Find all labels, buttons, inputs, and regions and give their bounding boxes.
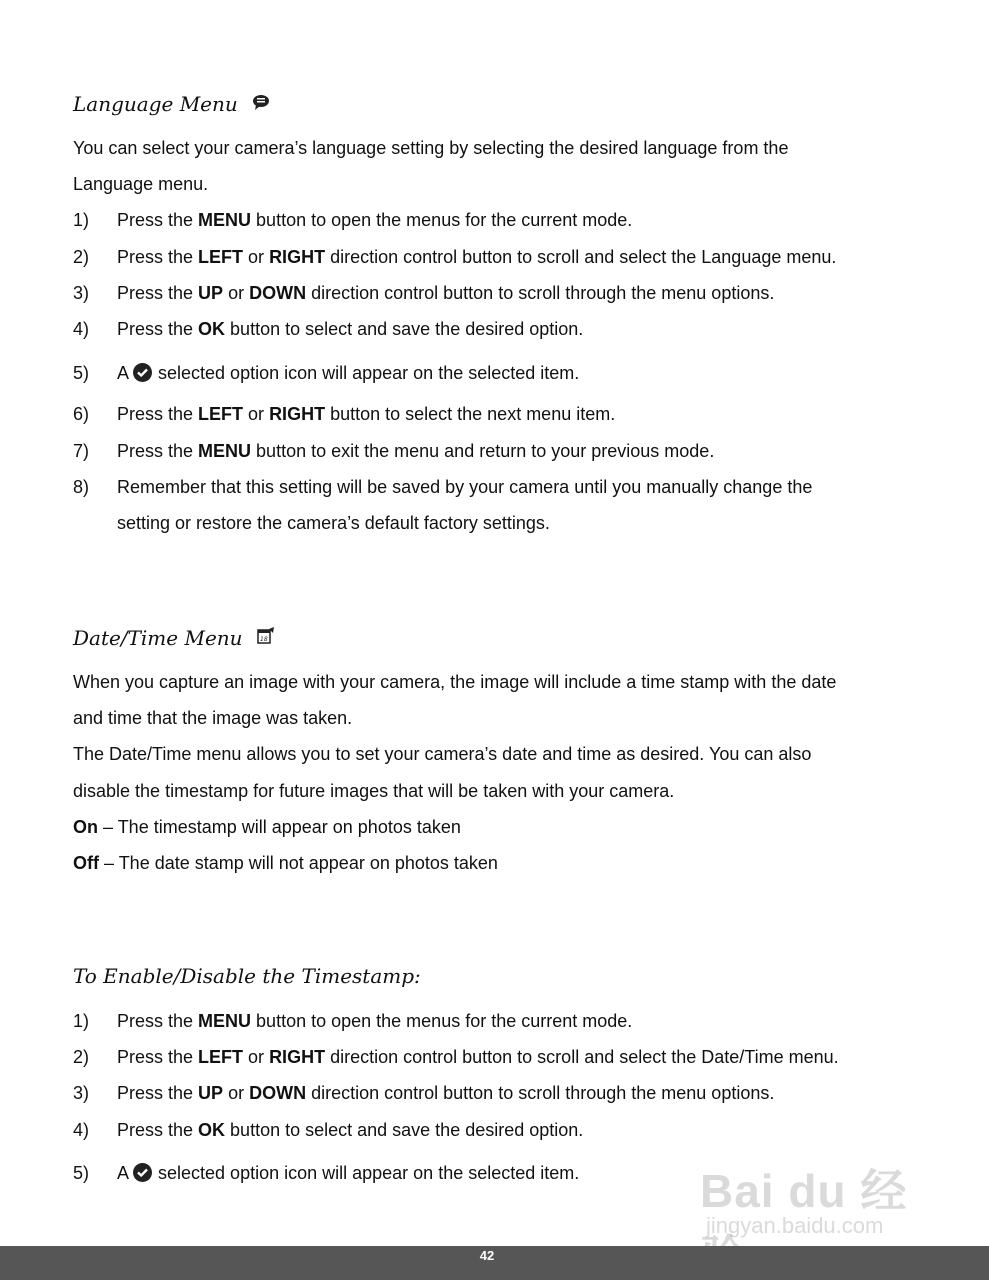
list-item: 8) Remember that this setting will be saved by your camera until you manually change the setting or restore the camera’s default factory settings. (73, 477, 813, 533)
check-icon (133, 363, 152, 382)
manual-page: Language Menu You can select your camera’s language setting by selecting the desired language from the Language menu. 1) Press the MENU button to open the menus for the current mode. 2) Press the LEFT or RIGHT direction control button to scroll and select the Language menu. 3) Press the UP or DOWN direction control button to scroll through the menu options. 4) Press the OK button to select and save the desired option. 5) A selected option icon will appear on the selected item. 6) Press the LEFT or RIGHT button to select the next menu item. 7) Press the MENU button to exit the menu and return to your previous mode. 8) Remember that this setting will be saved by your camera until you manually change the setting or restore the camera’s default factory settings. Date/Time Menu 18 When you capture an image with your camera, the image will include a time stamp with the date and time that the image was taken. The Date/Time menu allows you to set your camera’s date and time as desired. You can also disable the timestamp for future images that will be taken with your camera. On – The timestamp will appear on photos taken Off – The date stamp will not appear on photos taken To Enable/Disable the Timestamp: 1) Press the MENU button to open the menus for the current mode. 2) Press the LEFT or RIGHT direction control button to scroll and select the Date/Time menu. 3) Press the UP or DOWN direction control button to scroll through the menu options. 4) Press the OK button to select and save the desired option. 5) A selected option icon will appear on the selected item. Bai du 经 jingyan.baidu.com 42 (0, 0, 989, 1280)
date-time-menu-heading (73, 626, 275, 650)
date-time-p1-line2: and time that the image was taken. (73, 708, 353, 728)
baidu-watermark: Bai du 经 jingyan.baidu.com (700, 1165, 908, 1238)
option-off-description: Off – The date stamp will not appear on photos taken (73, 853, 498, 873)
page-footer (0, 1246, 989, 1280)
timestamp-heading: To Enable/Disable the Timestamp: (73, 964, 421, 988)
speech-bubble-icon (252, 92, 270, 116)
svg-text:18: 18 (259, 636, 268, 643)
date-time-menu-title: Date/Time Menu (73, 626, 243, 650)
date-time-p1-line1: When you capture an image with your camera, the image will include a time stamp with the date (73, 672, 837, 692)
calendar-icon (257, 626, 275, 650)
language-intro-line2: Language menu. (73, 174, 209, 194)
check-icon (133, 1163, 152, 1182)
option-on-description: On – The timestamp will appear on photos taken (73, 817, 461, 837)
language-intro-line1: You can select your camera’s language setting by selecting the desired language from the (73, 138, 789, 158)
date-time-p2-line2: disable the timestamp for future images that will be taken with your camera. (73, 781, 675, 801)
language-menu-heading (73, 92, 270, 116)
date-time-p2-line1: The Date/Time menu allows you to set your camera’s date and time as desired. You can also (73, 744, 812, 764)
language-menu-title: Language Menu (73, 92, 238, 116)
page-number: 42 (479, 1248, 495, 1263)
